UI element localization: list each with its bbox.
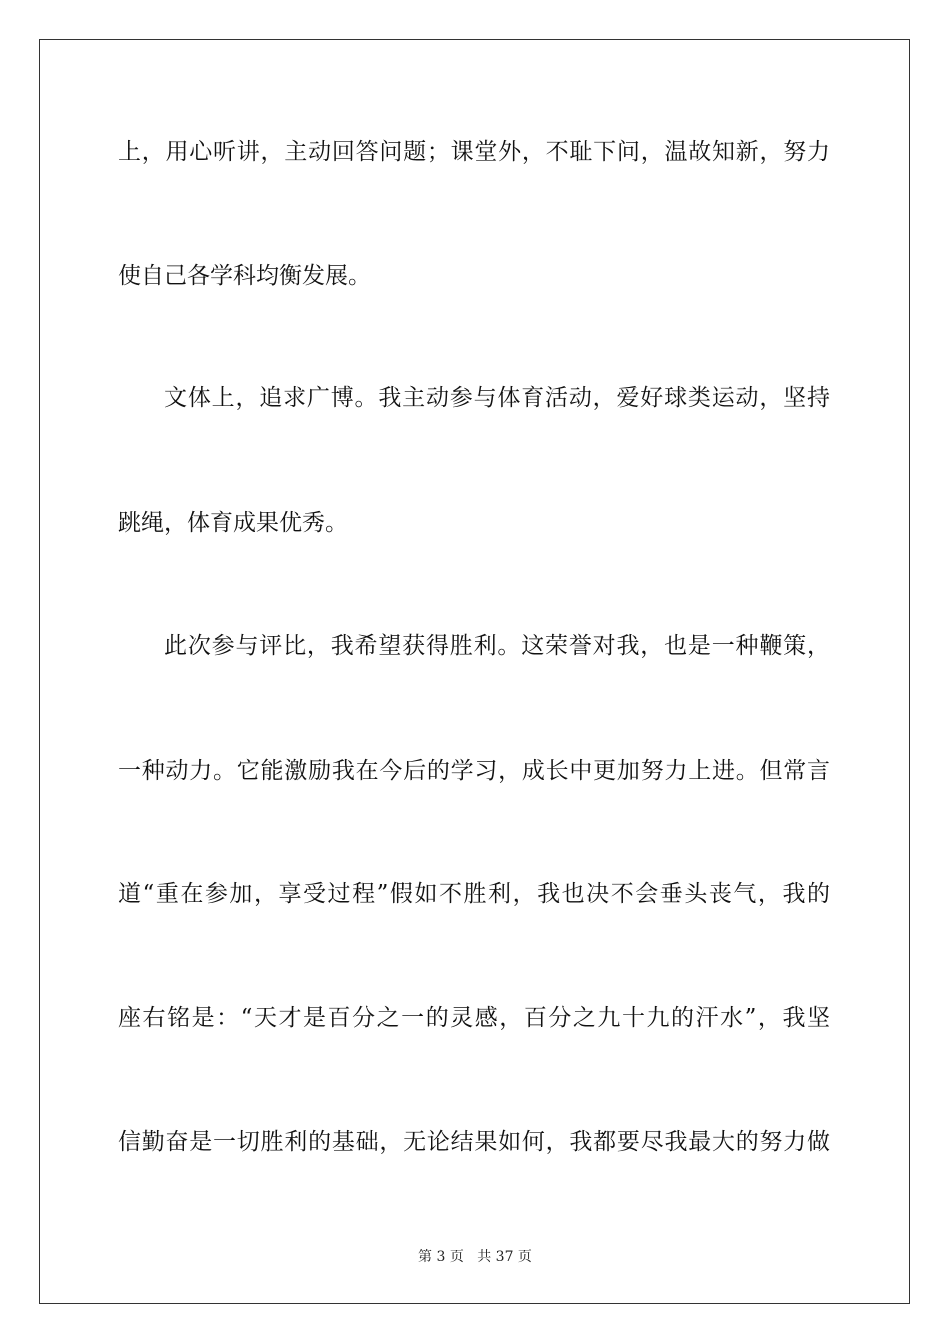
page-footer: [0, 1248, 950, 1266]
text-line-7: 道“重在参加，享受过程”假如不胜利，我也决不会垂头丧气，我的: [118, 881, 830, 907]
text-line-4: 跳绳，体育成果优秀。: [118, 510, 348, 536]
text-line-3: 文体上，追求广博。我主动参与体育活动，爱好球类运动，坚持: [164, 385, 830, 411]
text-line-2: 使自己各学科均衡发展。: [118, 263, 371, 289]
text-line-1: 上，用心听讲，主动回答问题；课堂外，不耻下问，温故知新，努力: [118, 139, 830, 165]
page-border: [39, 39, 910, 1304]
text-line-9: 信勤奋是一切胜利的基础，无论结果如何，我都要尽我最大的努力做: [118, 1129, 830, 1155]
page-total: 共 37 页: [477, 1249, 532, 1265]
page-number: 第 3 页: [418, 1249, 464, 1265]
text-line-6: 一种动力。它能激励我在今后的学习，成长中更加努力上进。但常言: [118, 758, 830, 784]
text-line-8: 座右铭是：“天才是百分之一的灵感，百分之九十九的汗水”，我坚: [118, 1005, 830, 1031]
text-line-5: 此次参与评比，我希望获得胜利。这荣誉对我，也是一种鞭策，: [164, 633, 830, 659]
